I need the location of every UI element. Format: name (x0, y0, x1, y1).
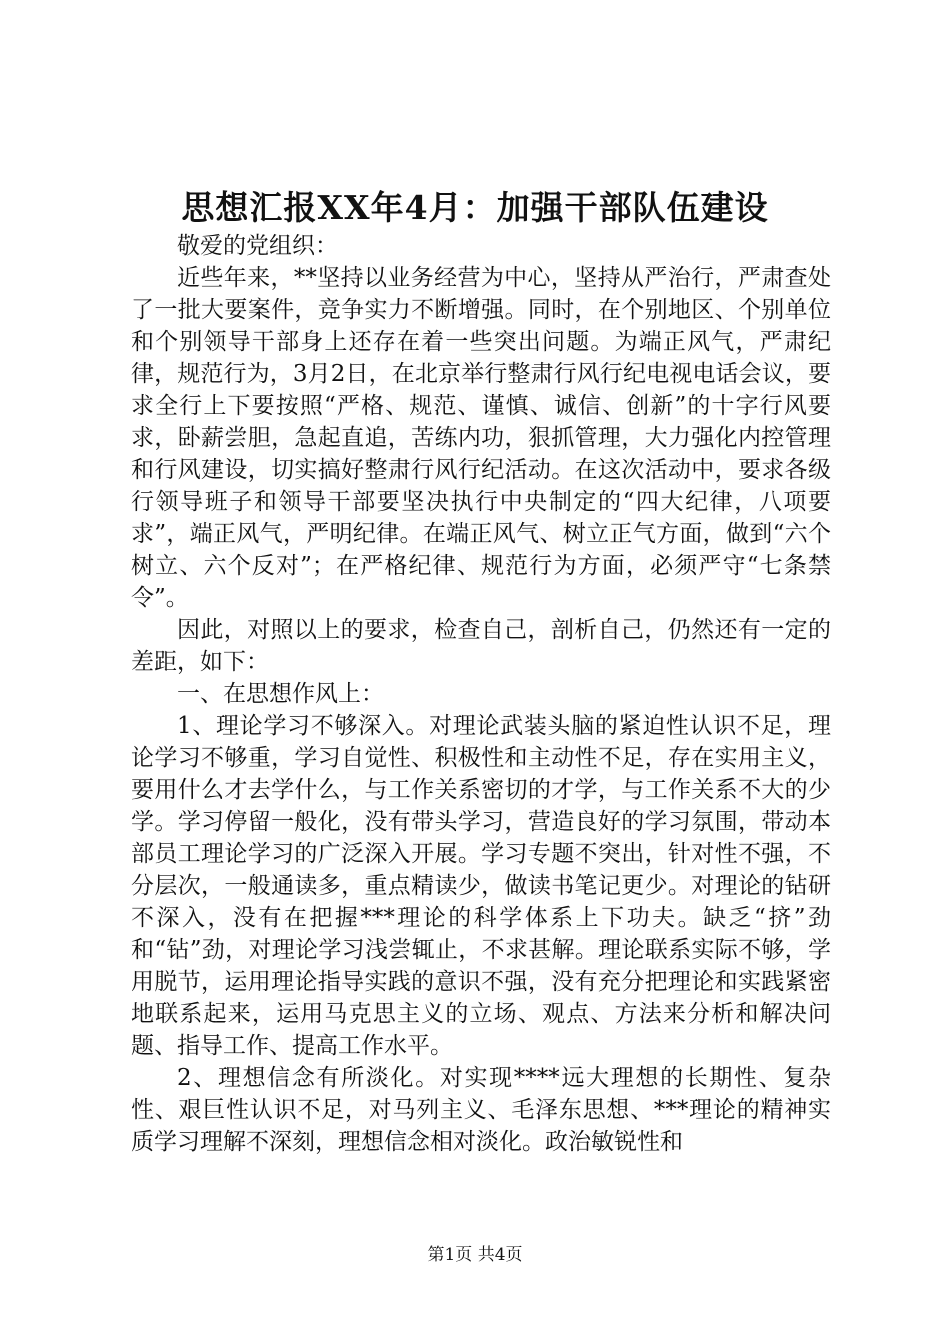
body-paragraph: 1、理论学习不够深入。对理论武装头脑的紧迫性认识不足，理论学习不够重，学习自觉性、积极性和主动性不足，存在实用主义，要用什么才去学什么，与工作关系密切的才学，与工作关系不大的少学。学习停留一般化，没有带头学习，营造良好的学习氛围，带动本部员工理论学习的广泛深入开展。学习专题不突出，针对性不强，不分层次，一般通读多，重点精读少，做读书笔记更少。对理论的钻研不深入，没有在把握***理论的科学体系上下功夫。缺乏“挤”劲和“钻”劲，对理论学习浅尝辄止，不求甚解。理论联系实际不够，学用脱节，运用理论指导实践的意识不强，没有充分把理论和实践紧密地联系起来，运用马克思主义的立场、观点、方法来分析和解决问题、指导工作、提高工作水平。 (131, 713, 831, 1059)
page-footer: 第1页 共4页 (427, 1245, 523, 1265)
salutation: 敬爱的党组织： (177, 233, 338, 259)
body-paragraph: 因此，对照以上的要求，检查自己，剖析自己，仍然还有一定的差距，如下： (131, 617, 831, 675)
section-heading: 一、在思想作风上： (177, 681, 384, 707)
document-title: 思想汇报XX年4月：加强干部队伍建设 (181, 188, 769, 227)
body-paragraph: 2、理想信念有所淡化。对实现****远大理想的长期性、复杂性、艰巨性认识不足，对马列主义、毛泽东思想、***理论的精神实质学习理解不深刻，理想信念相对淡化。政治敏锐性和 (131, 1065, 831, 1155)
document-body (131, 230, 831, 1158)
body-paragraph: 近些年来，**坚持以业务经营为中心，坚持从严治行，严肃查处了一批大要案件，竞争实力不断增强。同时，在个别地区、个别单位和个别领导干部身上还存在着一些突出问题。为端正风气，严肃纪律，规范行为，3月2日，在北京举行整肃行风行纪电视电话会议，要求全行上下要按照“严格、规范、谨慎、诚信、创新”的十字行风要求，卧薪尝胆，急起直追，苦练内功，狠抓管理，大力强化内控管理和行风建设，切实搞好整肃行风行纪活动。在这次活动中，要求各级行领导班子和领导干部要坚决执行中央制定的“四大纪律，八项要求”，端正风气，严明纪律。在端正风气、树立正气方面，做到“六个树立、六个反对”；在严格纪律、规范行为方面，必须严守“七条禁令”。 (131, 265, 831, 611)
